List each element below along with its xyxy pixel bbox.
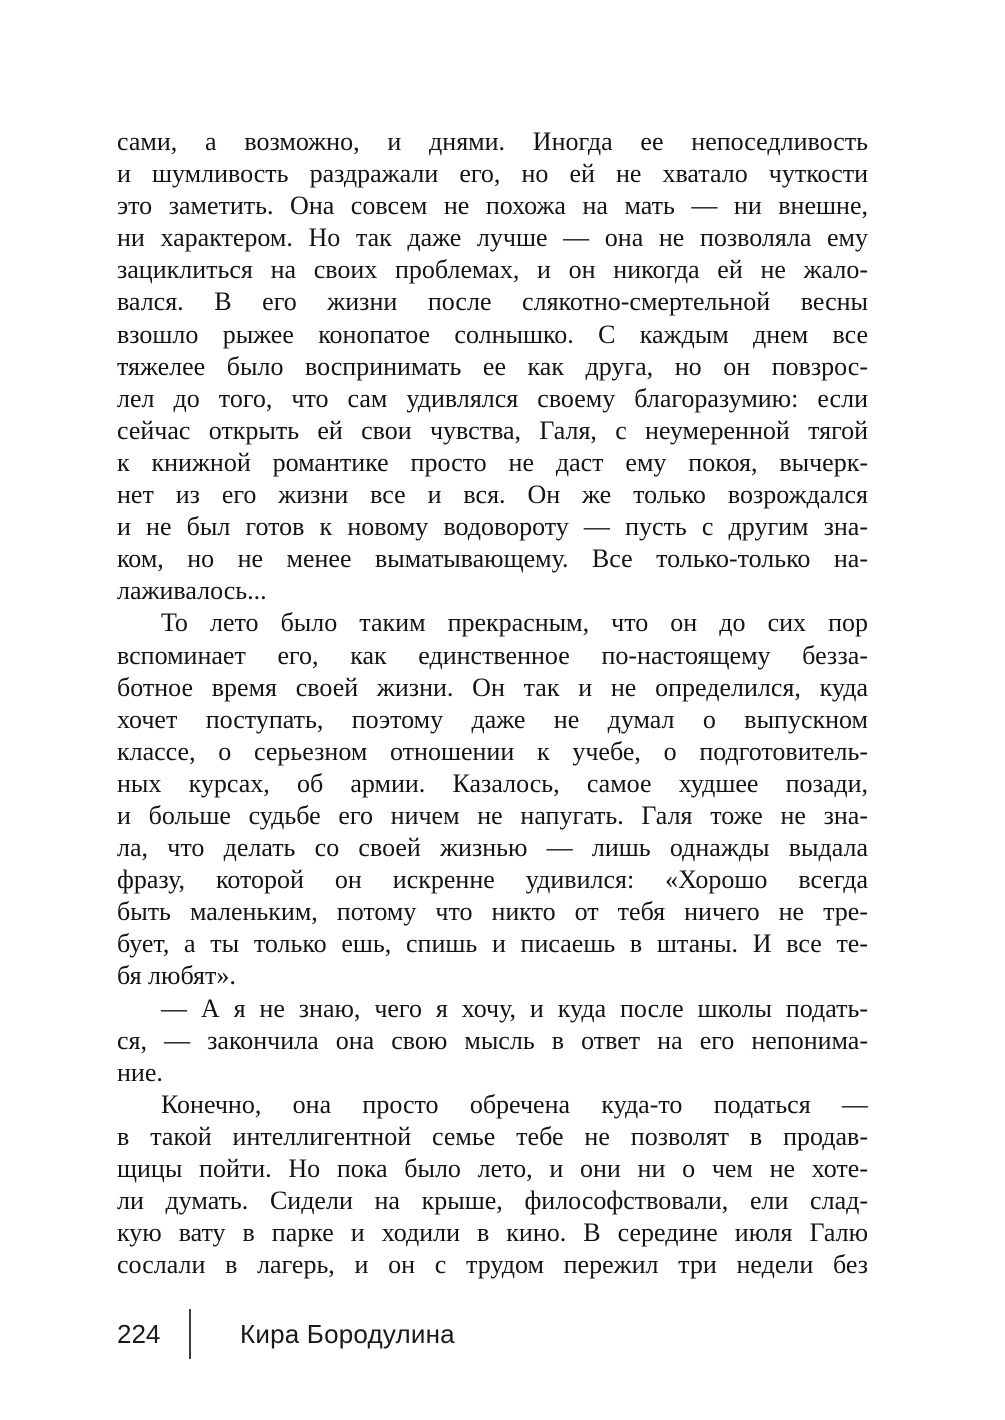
text-line: тяжелее было воспринимать ее как друга, но он повзрос-: [117, 351, 868, 381]
text-line: ла, что делать со своей жизнью — лишь однажды выдала: [117, 833, 868, 863]
text-line: классе, о серьезном отношении к учебе, о подготовитель-: [117, 736, 868, 766]
text-line: вспоминает его, как единственное по-настоящему безза-: [117, 640, 868, 670]
text-line: и шумливость раздражали его, но ей не хватало чуткости: [117, 159, 868, 189]
text-line: к книжной романтике просто не даст ему покоя, вычерк-: [117, 447, 868, 477]
text-line: бует, а ты только ешь, спишь и писаешь в штаны. И все те-: [117, 929, 868, 959]
text-line: в такой интеллигентной семье тебе не позволят в продав-: [117, 1121, 868, 1151]
text-line: сослали в лагерь, и он с трудом пережил три недели без: [117, 1250, 868, 1280]
footer-divider: [189, 1309, 191, 1359]
text-line: ни характером. Но так даже лучше — она не позволяла ему: [117, 223, 868, 253]
running-title-author: Кира Бородулина: [240, 1318, 455, 1349]
text-line: нет из его жизни все и вся. Он же только возрождался: [117, 480, 868, 510]
text-line: ли думать. Сидели на крыше, философствовали, ели слад-: [117, 1186, 868, 1216]
text-line: это заметить. Она совсем не похожа на мать — ни внешне,: [117, 191, 868, 221]
text-line: взошло рыжее конопатое солнышко. С каждым днем все: [117, 319, 868, 349]
text-line: бя любят».: [117, 961, 236, 991]
text-line: быть маленьким, потому что никто от тебя ничего не тре-: [117, 897, 868, 927]
text-line: сейчас открыть ей свои чувства, Галя, с неумеренной тягой: [117, 415, 868, 445]
text-line: и не был готов к новому водовороту — пусть с другим зна-: [117, 512, 868, 542]
text-line: Конечно, она просто обречена куда-то податься —: [161, 1089, 868, 1119]
text-line: сами, а возможно, и днями. Иногда ее непоседливость: [117, 127, 868, 156]
text-line: лаживалось...: [117, 576, 267, 606]
text-line: лел до того, что сам удивлялся своему благоразумию: если: [117, 383, 868, 413]
text-line: ся, — закончила она свою мысль в ответ на его непонима-: [117, 1025, 868, 1055]
text-line: вался. В его жизни после слякотно-смертельной весны: [117, 287, 868, 317]
text-line: ние.: [117, 1057, 163, 1087]
text-line: и больше судьбе его ничем не напугать. Галя тоже не зна-: [117, 800, 868, 830]
body-text: [117, 126, 868, 1281]
text-line: фразу, которой он искренне удивился: «Хорошо всегда: [117, 865, 868, 895]
text-line: кую вату в парке и ходили в кино. В середине июля Галю: [117, 1218, 868, 1248]
page-number: 224: [117, 1318, 161, 1349]
text-line: щицы пойти. Но пока было лето, и они ни о чем не хоте-: [117, 1154, 868, 1183]
text-line: — А я не знаю, чего я хочу, и куда после школы подать-: [161, 993, 868, 1023]
page-footer: [117, 1308, 455, 1360]
text-line: хочет поступать, поэтому даже не думал о выпускном: [117, 704, 868, 734]
text-line: ботное время своей жизни. Он так и не определился, куда: [117, 672, 868, 702]
text-line: ком, но не менее выматывающему. Все только-только на-: [117, 544, 868, 574]
text-line: зациклиться на своих проблемах, и он никогда ей не жало-: [117, 255, 868, 285]
text-line: То лето было таким прекрасным, что он до сих пор: [161, 608, 868, 638]
text-line: ных курсах, об армии. Казалось, самое худшее позади,: [117, 768, 868, 798]
